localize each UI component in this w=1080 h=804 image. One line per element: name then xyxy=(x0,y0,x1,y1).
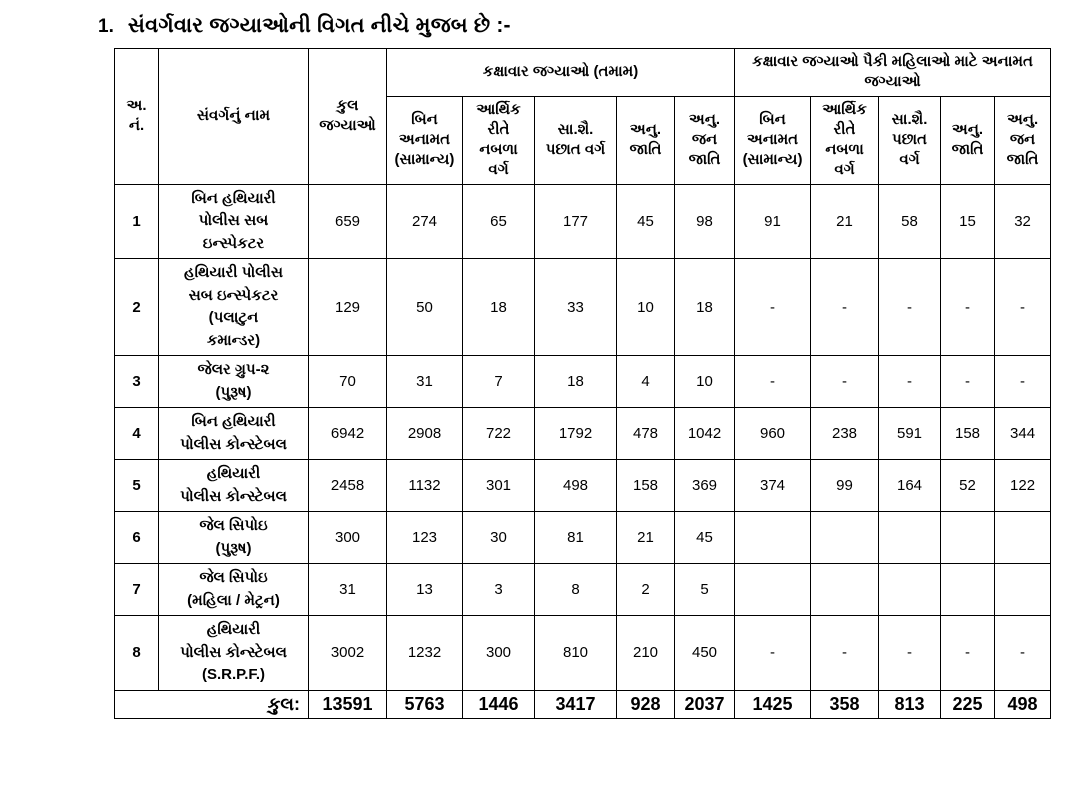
total-women-st: 498 xyxy=(995,690,1051,718)
header-cat-all-ews xyxy=(463,96,535,184)
header-group-all: કક્ષાવાર જગ્યાઓ (તમામ) xyxy=(387,49,735,97)
table-row xyxy=(115,184,1051,259)
cell-women-st: 32 xyxy=(995,184,1051,259)
cell-women-st: - xyxy=(995,259,1051,356)
row-cadre xyxy=(159,512,309,564)
header-group-women-line1: કક્ષાવાર જગ્યાઓ પૈકી મહિલાઓ માટે અનામત xyxy=(752,53,1033,70)
total-label: કુલ: xyxy=(115,690,309,718)
cell-women-ews: - xyxy=(811,616,879,691)
cell-women-ews xyxy=(811,512,879,564)
row-total: 2458 xyxy=(309,460,387,512)
cell-all-general: 2908 xyxy=(387,408,463,460)
cell-women-general: 960 xyxy=(735,408,811,460)
cell-all-st: 1042 xyxy=(675,408,735,460)
header-cat-all-sebc xyxy=(535,96,617,184)
header-line: વર્ગ xyxy=(488,161,509,179)
heading-number: 1. xyxy=(98,16,114,37)
total-all-ews: 1446 xyxy=(463,690,535,718)
cadre-line: (S.R.P.F.) xyxy=(201,666,266,683)
cadre-line: જેલ સિપોઇ xyxy=(199,569,268,586)
row-serial: 8 xyxy=(115,616,159,691)
header-serial-line1: અ. xyxy=(126,97,147,114)
row-serial: 2 xyxy=(115,259,159,356)
row-total: 659 xyxy=(309,184,387,259)
row-total: 6942 xyxy=(309,408,387,460)
table-header-row-1 xyxy=(115,49,1051,97)
header-cat-women-st xyxy=(995,96,1051,184)
cell-women-sc: 15 xyxy=(941,184,995,259)
header-cat-all-st xyxy=(675,96,735,184)
table-row xyxy=(115,512,1051,564)
cell-women-sebc: - xyxy=(879,259,941,356)
table-row xyxy=(115,356,1051,408)
cell-women-st: 122 xyxy=(995,460,1051,512)
cell-all-ews: 3 xyxy=(463,564,535,616)
cell-women-general: - xyxy=(735,616,811,691)
cell-all-st: 98 xyxy=(675,184,735,259)
cadre-line: પોલીસ કોન્સ્ટેબલ xyxy=(180,643,287,661)
header-cat-women-general xyxy=(735,96,811,184)
header-line: અનામત xyxy=(746,130,799,148)
header-group-women-line2: જગ્યાઓ xyxy=(864,73,921,91)
header-line: જાતિ xyxy=(1006,151,1039,169)
cell-women-sc: 52 xyxy=(941,460,995,512)
cadre-line: જેલર ગ્રુપ-૨ xyxy=(197,361,270,378)
header-cat-all-general xyxy=(387,96,463,184)
cadre-line: (પલાટુન xyxy=(208,309,259,326)
row-cadre xyxy=(159,408,309,460)
cell-all-sc: 210 xyxy=(617,616,675,691)
header-line: આર્થિક xyxy=(822,100,867,118)
cell-all-ews: 30 xyxy=(463,512,535,564)
cell-all-sc: 158 xyxy=(617,460,675,512)
row-serial: 5 xyxy=(115,460,159,512)
cell-all-sebc: 33 xyxy=(535,259,617,356)
row-cadre xyxy=(159,460,309,512)
row-total: 70 xyxy=(309,356,387,408)
header-line: જાતિ xyxy=(951,141,984,158)
total-women-ews: 358 xyxy=(811,690,879,718)
cell-all-sc: 4 xyxy=(617,356,675,408)
cadre-line: હથિયારી પોલીસ xyxy=(184,264,283,281)
cell-women-sebc: 591 xyxy=(879,408,941,460)
cadre-line: (મહિલા / મેટ્રન) xyxy=(187,591,280,609)
cell-women-sebc: - xyxy=(879,356,941,408)
header-cadre-name: સંવર્ગનું નામ xyxy=(159,49,309,185)
header-line: રીતે xyxy=(487,120,510,138)
cadre-line: બિન હથિયારી xyxy=(191,413,276,430)
cell-women-general: - xyxy=(735,356,811,408)
row-serial: 7 xyxy=(115,564,159,616)
cadre-line: ઇન્સ્પેકટર xyxy=(202,234,265,252)
total-all-st: 2037 xyxy=(675,690,735,718)
header-line: (સામાન્ય) xyxy=(742,151,803,169)
cell-all-general: 274 xyxy=(387,184,463,259)
cell-women-ews xyxy=(811,564,879,616)
cell-women-sebc: - xyxy=(879,616,941,691)
cell-all-general: 50 xyxy=(387,259,463,356)
cell-women-ews: 238 xyxy=(811,408,879,460)
header-cat-women-sebc xyxy=(879,96,941,184)
cadre-line: પોલીસ કોન્સ્ટેબલ xyxy=(180,487,287,505)
cell-all-st: 369 xyxy=(675,460,735,512)
header-line: જન xyxy=(1009,130,1036,148)
cell-all-st: 18 xyxy=(675,259,735,356)
total-all-sebc: 3417 xyxy=(535,690,617,718)
cell-all-ews: 722 xyxy=(463,408,535,460)
cell-women-sc: - xyxy=(941,356,995,408)
cadre-line: સબ ઇન્સ્પેકટર xyxy=(188,286,279,304)
header-line: (સામાન્ય) xyxy=(394,151,455,169)
cell-women-st: 344 xyxy=(995,408,1051,460)
cell-women-general: 91 xyxy=(735,184,811,259)
header-line: બિન xyxy=(759,110,786,128)
section-heading xyxy=(36,14,1044,38)
cell-all-st: 450 xyxy=(675,616,735,691)
cell-all-sebc: 81 xyxy=(535,512,617,564)
cell-women-general xyxy=(735,512,811,564)
cadre-line: (પુરૂષ) xyxy=(215,383,252,401)
header-line: સા.શૈ. xyxy=(891,110,928,128)
cadre-line: પોલીસ કોન્સ્ટેબલ xyxy=(180,435,287,453)
total-total: 13591 xyxy=(309,690,387,718)
header-line: જાતિ xyxy=(629,141,662,158)
row-cadre xyxy=(159,616,309,691)
cell-all-st: 45 xyxy=(675,512,735,564)
header-line: નબળા xyxy=(479,141,518,158)
header-line: બિન xyxy=(411,110,438,128)
header-cat-women-sc xyxy=(941,96,995,184)
cadre-line: કમાન્ડર) xyxy=(206,331,261,349)
cell-women-sebc: 164 xyxy=(879,460,941,512)
cadre-line: બિન હથિયારી xyxy=(191,189,276,207)
row-cadre xyxy=(159,184,309,259)
cell-women-sc xyxy=(941,564,995,616)
cell-all-sc: 2 xyxy=(617,564,675,616)
header-line: અનુ. xyxy=(629,120,662,138)
cell-all-ews: 301 xyxy=(463,460,535,512)
row-total: 31 xyxy=(309,564,387,616)
row-total: 129 xyxy=(309,259,387,356)
cell-all-sc: 21 xyxy=(617,512,675,564)
total-women-sebc: 813 xyxy=(879,690,941,718)
header-line: નબળા xyxy=(825,141,864,158)
row-total: 300 xyxy=(309,512,387,564)
row-cadre xyxy=(159,259,309,356)
cell-all-ews: 7 xyxy=(463,356,535,408)
vacancy-table xyxy=(114,48,1051,719)
cell-all-general: 123 xyxy=(387,512,463,564)
cadre-line: હથિયારી xyxy=(206,465,261,482)
header-serial-line2: નં. xyxy=(128,117,145,135)
table-row xyxy=(115,408,1051,460)
cell-all-sebc: 498 xyxy=(535,460,617,512)
table-body xyxy=(115,184,1051,718)
cell-women-general: 374 xyxy=(735,460,811,512)
header-line: અનામત xyxy=(398,130,451,148)
cell-all-sc: 10 xyxy=(617,259,675,356)
cell-women-sebc: 58 xyxy=(879,184,941,259)
cell-all-sebc: 1792 xyxy=(535,408,617,460)
header-cat-women-ews xyxy=(811,96,879,184)
header-line: પછાત વર્ગ xyxy=(545,141,606,158)
cell-all-sc: 45 xyxy=(617,184,675,259)
header-line: વર્ગ xyxy=(899,151,920,169)
cell-women-ews: 99 xyxy=(811,460,879,512)
cell-women-sc: - xyxy=(941,616,995,691)
header-cat-all-sc xyxy=(617,96,675,184)
cell-all-sebc: 18 xyxy=(535,356,617,408)
cell-women-general: - xyxy=(735,259,811,356)
total-women-general: 1425 xyxy=(735,690,811,718)
total-all-general: 5763 xyxy=(387,690,463,718)
header-line: પછાત xyxy=(892,130,927,148)
heading-text: સંવર્ગવાર જગ્યાઓની વિગત નીચે મુજબ છે :- xyxy=(127,14,511,37)
cell-women-ews: 21 xyxy=(811,184,879,259)
cell-all-ews: 300 xyxy=(463,616,535,691)
cell-all-st: 5 xyxy=(675,564,735,616)
cell-all-ews: 18 xyxy=(463,259,535,356)
table-row xyxy=(115,460,1051,512)
table-row xyxy=(115,564,1051,616)
cell-all-general: 31 xyxy=(387,356,463,408)
total-women-sc: 225 xyxy=(941,690,995,718)
cell-women-sc: - xyxy=(941,259,995,356)
row-serial: 4 xyxy=(115,408,159,460)
row-cadre xyxy=(159,356,309,408)
cell-women-st xyxy=(995,564,1051,616)
cell-all-general: 1232 xyxy=(387,616,463,691)
header-total-posts xyxy=(309,49,387,185)
table-row xyxy=(115,616,1051,691)
cell-women-general xyxy=(735,564,811,616)
row-cadre xyxy=(159,564,309,616)
header-total-line1: કુલ xyxy=(336,97,359,114)
header-line: વર્ગ xyxy=(834,161,855,179)
cadre-line: જેલ સિપોઇ xyxy=(199,517,268,534)
row-serial: 6 xyxy=(115,512,159,564)
cell-women-st xyxy=(995,512,1051,564)
header-line: અનુ. xyxy=(1006,110,1039,128)
total-all-sc: 928 xyxy=(617,690,675,718)
cell-women-ews: - xyxy=(811,356,879,408)
row-total: 3002 xyxy=(309,616,387,691)
cadre-line: પોલીસ સબ xyxy=(198,212,269,229)
header-total-line2: જગ્યાઓ xyxy=(319,117,376,135)
header-serial xyxy=(115,49,159,185)
cell-all-sebc: 8 xyxy=(535,564,617,616)
cell-women-st: - xyxy=(995,356,1051,408)
header-group-women xyxy=(735,49,1051,97)
cadre-line: હથિયારી xyxy=(206,621,261,638)
cell-all-sebc: 810 xyxy=(535,616,617,691)
cell-all-sc: 478 xyxy=(617,408,675,460)
cell-all-st: 10 xyxy=(675,356,735,408)
header-line: જન xyxy=(691,130,718,148)
cell-all-ews: 65 xyxy=(463,184,535,259)
cell-women-sebc xyxy=(879,512,941,564)
header-line: આર્થિક xyxy=(476,100,521,118)
cell-women-sc: 158 xyxy=(941,408,995,460)
header-line: રીતે xyxy=(833,120,856,138)
row-serial: 3 xyxy=(115,356,159,408)
cell-women-st: - xyxy=(995,616,1051,691)
cell-all-general: 13 xyxy=(387,564,463,616)
cell-women-ews: - xyxy=(811,259,879,356)
header-line: અનુ. xyxy=(688,110,721,128)
header-line: અનુ. xyxy=(951,120,984,138)
row-serial: 1 xyxy=(115,184,159,259)
cadre-line: (પુરૂષ) xyxy=(215,539,252,557)
cell-women-sebc xyxy=(879,564,941,616)
header-line: સા.શૈ. xyxy=(557,120,594,138)
cell-all-general: 1132 xyxy=(387,460,463,512)
table-row xyxy=(115,259,1051,356)
header-line: જાતિ xyxy=(688,151,721,169)
cell-women-sc xyxy=(941,512,995,564)
cell-all-sebc: 177 xyxy=(535,184,617,259)
table-total-row xyxy=(115,690,1051,718)
